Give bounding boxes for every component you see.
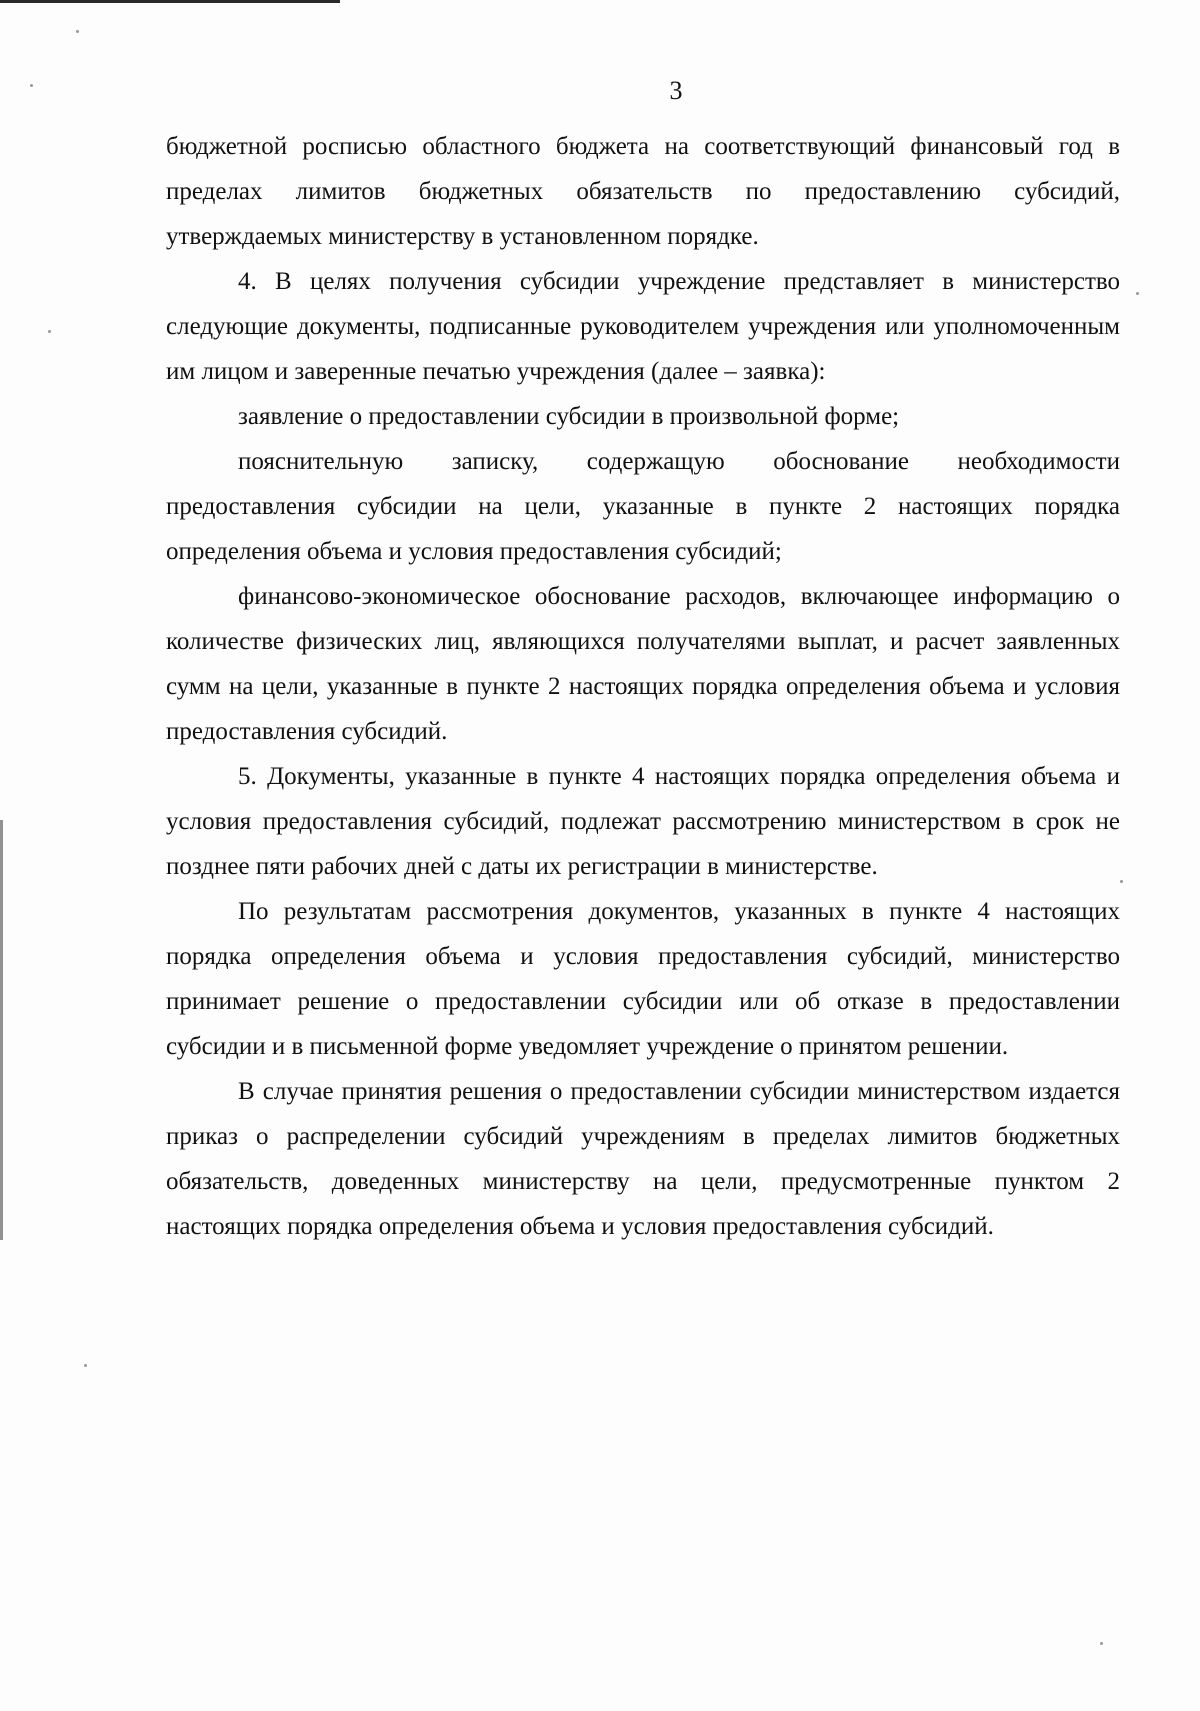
paragraph: 5. Документы, указанные в пункте 4 настоящих порядка определения объема и условия предоставления субсидий, подлежат рассмотрению министерством в срок не позднее пяти рабочих дней с даты их регистрации в министерстве. bbox=[166, 763, 1120, 880]
scan-speck bbox=[1100, 1642, 1103, 1645]
scan-speck bbox=[1136, 292, 1139, 295]
scan-speck bbox=[84, 1364, 87, 1367]
scan-speck bbox=[1120, 880, 1123, 883]
paragraph: 4. В целях получения субсидии учреждение представляет в министерство следующие документы, подписанные руководителем учреждения или уполномоченным им лицом и заверенные печатью учреждения (далее – заявка): bbox=[166, 268, 1120, 385]
paragraph: бюджетной росписью областного бюджета на соответствующий финансовый год в пределах лимитов бюджетных обязательств по предоставлению субсидий, утверждаемых министерству в установленном порядке. bbox=[166, 133, 1120, 250]
document-body bbox=[166, 124, 1120, 1249]
paragraph: заявление о предоставлении субсидии в произвольной форме; bbox=[238, 403, 900, 430]
scan-edge-mark bbox=[0, 820, 3, 1240]
scan-edge-mark bbox=[0, 0, 340, 3]
scan-speck bbox=[76, 30, 79, 33]
paragraph: пояснительную записку, содержащую обоснование необходимости предоставления субсидии на цели, указанные в пункте 2 настоящих порядка определения объема и условия предоставления субсидий; bbox=[166, 448, 1120, 565]
page-number: 3 bbox=[669, 76, 683, 105]
scan-speck bbox=[48, 330, 51, 333]
paragraph: По результатам рассмотрения документов, указанных в пункте 4 настоящих порядка определения объема и условия предоставления субсидий, министерство принимает решение о предоставлении субсидии или об отказе в предоставлении субсидии и в письменной форме уведомляет учреждение о принятом решении. bbox=[166, 898, 1120, 1060]
paragraph: финансово-экономическое обоснование расходов, включающее информацию о количестве физических лиц, являющихся получателями выплат, и расчет заявленных сумм на цели, указанные в пункте 2 настоящих порядка определения объема и условия предоставления субсидий. bbox=[166, 583, 1120, 745]
paragraph: В случае принятия решения о предоставлении субсидии министерством издается приказ о распределении субсидий учреждениям в пределах лимитов бюджетных обязательств, доведенных министерству на цели, предусмотренные пунктом 2 настоящих порядка определения объема и условия предоставления субсидий. bbox=[166, 1078, 1120, 1240]
